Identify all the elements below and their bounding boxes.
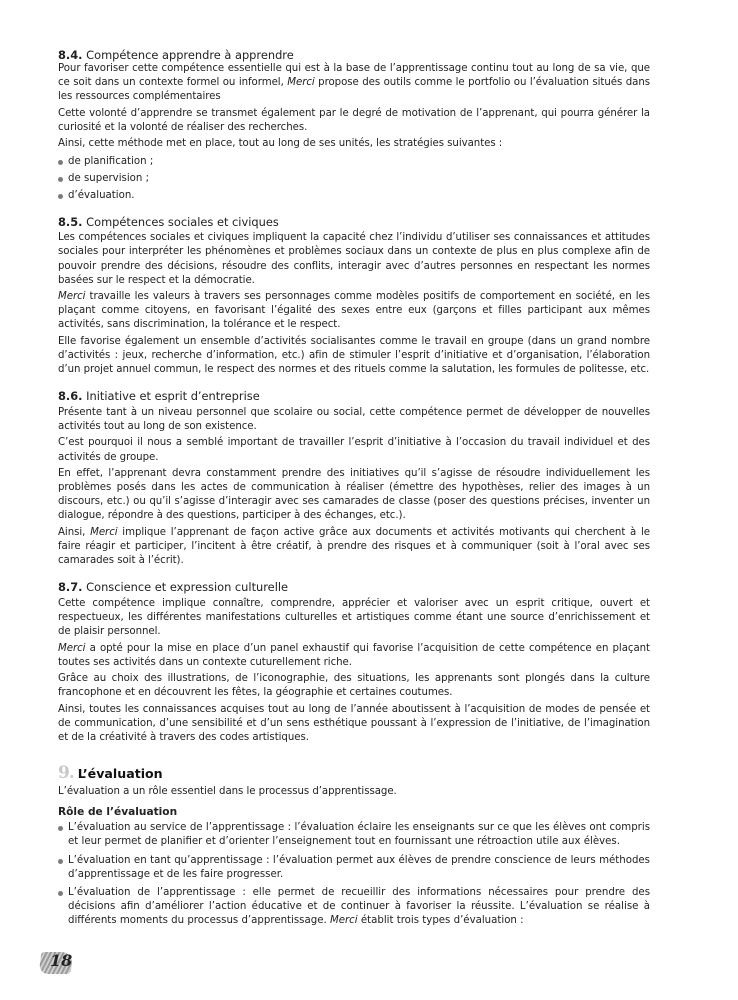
section-8-7-heading: 8.7. Conscience et expression culturelle: [58, 580, 289, 595]
paragraph: Cette compétence implique connaître, comprendre, apprécier et valoriser avec un esprit critique, ouvert et respectueux, les différentes manifestations culturelles et artistiques comme étant une source d’enrichissement et de plaisir personnel.: [58, 597, 650, 637]
section-8-4-heading: 8.4. Compétence apprendre à apprendre: [58, 48, 294, 62]
paragraph: L’évaluation a un rôle essentiel dans le processus d’apprentissage.: [58, 786, 397, 798]
paragraph: Présente tant à un niveau personnel que scolaire ou social, cette compétence permet de développer de nouvelles activités tout au long de son existence.: [58, 406, 650, 432]
section-title: L’évaluation: [77, 766, 163, 782]
paragraph: Les compétences sociales et civiques impliquent la capacité chez l’individu d’utiliser ses connaissances et attitudes sociales pour interpréter les phénomènes et problèmes sociaux dans un contexte de plus en plus complexe afin de pouvoir prendre des décisions, résoudre des conflits, interagir avec d’autres personnes en respectant les normes basées sur le respect et la démocratie.: [58, 232, 650, 286]
bullet-icon: [58, 859, 63, 864]
section-8-6-heading: 8.6. Initiative et esprit d’entreprise: [58, 389, 260, 404]
paragraph: Merci travaille les valeurs à travers ses personnages comme modèles positifs de comportement en société, en les plaçant comme citoyens, en favorisant l’égalité des sexes entre eux (garçons et filles participant aux mêmes activités, sans discrimination, la tolérance et le respect.: [58, 291, 650, 331]
paragraph: Cette volonté d’apprendre se transmet également par le degré de motivation de l’apprenant, qui pourra générer la curiosité et la volonté de réaliser des recherches.: [58, 107, 650, 133]
paragraph: C’est pourquoi il nous a semblé important de travailler l’esprit d’initiative à l’occasion du travail individuel et des activités de groupe.: [58, 437, 650, 463]
paragraph: Grâce au choix des illustrations, de l’iconographie, des situations, les apprenants sont plongés dans la culture francophone et en découvrent les fêtes, la géographie et certaines coutumes.: [58, 673, 650, 699]
paragraph: Merci a opté pour la mise en place d’un panel exhaustif qui favorise l’acquisition de cette compétence en plaçant toutes ses activités dans un contexte cuturellement riche.: [58, 642, 650, 668]
section-8-5-heading: 8.5. Compétences sociales et civiques: [58, 214, 279, 229]
paragraph: En effet, l’apprenant devra constamment prendre des initiatives qu’il s’agisse de résoudre individuellement les problèmes posés dans les actes de communication à réaliser (émettre des hypothèses, relier des images à un discours, etc.) ou qu’il s’agisse d’interagir avec ses camarades de classe (poser des questions précises, inventer un dialogue, répondre à des questions, participer à des échanges, etc.).: [58, 468, 650, 522]
list-item: de planification ;: [58, 155, 650, 169]
document-page: [58, 48, 650, 928]
bullet-icon: [58, 177, 63, 182]
list-item: L’évaluation en tant qu’apprentissage : l’évaluation permet aux élèves de prendre conscience de leurs méthodes d’apprentissage et de les faire progresser.: [58, 854, 650, 882]
list-item: d’évaluation.: [58, 189, 650, 203]
paragraph: Elle favorise également un ensemble d’activités socialisantes comme le travail en groupe (dans un grand nombre d’activités : jeux, recherche d’information, etc.) afin de stimuler l’esprit d’initiative et d’organisation, l’élaboration d’un projet annuel commun, le respect des normes et des rituels comme la salutation, les formules de politesse, etc.: [58, 336, 650, 376]
strategies-list: [58, 155, 650, 203]
bullet-icon: [58, 194, 63, 199]
paragraph: Ainsi, Merci implique l’apprenant de façon active grâce aux documents et activités motivants qui cherchent à le faire réagir et participer, l’incitent à être créatif, à prendre des risques et à communiquer (soit à l’oral avec ses camarades soit à l’écrit).: [58, 527, 650, 567]
paragraph: Ainsi, cette méthode met en place, tout au long de ses unités, les stratégies suivantes :: [58, 138, 503, 150]
page-number-badge: [40, 948, 74, 976]
section-9-heading: [58, 763, 650, 783]
list-item: de supervision ;: [58, 172, 650, 186]
bullet-icon: [58, 160, 63, 165]
page-number: 18: [50, 951, 73, 970]
subheading: Rôle de l’évaluation: [58, 806, 178, 819]
bullet-icon: [58, 826, 63, 831]
paragraph: Pour favoriser cette compétence essentielle qui est à la base de l’apprentissage continu tout au long de sa vie, que ce soit dans un contexte formel ou informel, Merci propose des outils comme le portfolio ou l’évaluation situés dans les ressources complémentaires: [58, 63, 651, 103]
list-item: L’évaluation au service de l’apprentissage : l’évaluation éclaire les enseignants sur ce que les élèves ont compris et leur permet de planifier et d’orienter l’enseignement tout en fournissant une rétroaction utile aux élèves.: [58, 821, 650, 849]
paragraph: Ainsi, toutes les connaissances acquises tout au long de l’année aboutissent à l’acquisition de modes de pensée et de communication, d’une sensibilité et d’un sens esthétique poussant à l’expression de l’initiative, de l’imagination et de la créativité à travers des codes artistiques.: [58, 703, 650, 744]
list-item: L’évaluation de l’apprentissage : elle permet de recueillir des informations nécessaires pour prendre des décisions afin d’améliorer l’action éducative et de continuer à favoriser la réussite. L’évaluation se réalise à différents moments du processus d’apprentissage. Merci établit trois types d’évaluation :: [58, 886, 650, 928]
section-number: 9.: [58, 763, 74, 784]
evaluation-roles-list: [58, 821, 650, 928]
bullet-icon: [58, 891, 63, 896]
